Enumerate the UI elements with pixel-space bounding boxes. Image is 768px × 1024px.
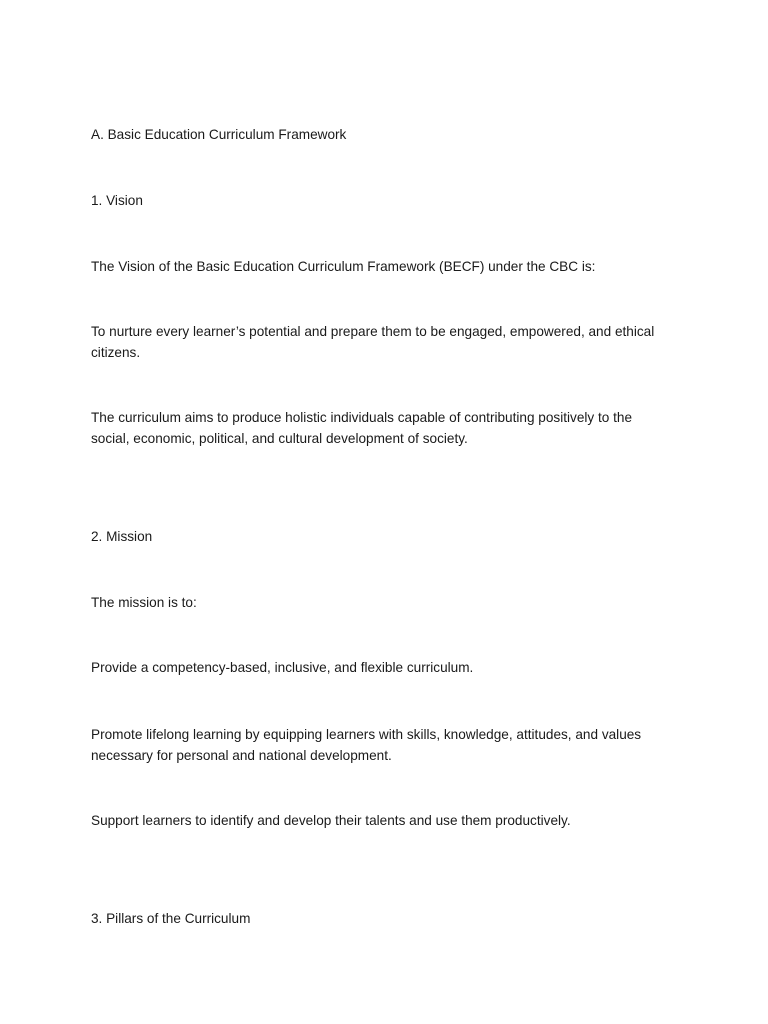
vision-heading: 1. Vision <box>91 193 143 208</box>
section-title: A. Basic Education Curriculum Framework <box>91 127 347 142</box>
mission-item: Support learners to identify and develop their talents and use them productively. <box>91 813 571 828</box>
mission-item: Provide a competency-based, inclusive, and flexible curriculum. <box>91 660 474 675</box>
vision-statement-paragraph: To nurture every learner’s potential and prepare them to be engaged, empowered, and ethical citizens. <box>91 324 655 360</box>
vision-aim-paragraph: The curriculum aims to produce holistic individuals capable of contributing positively to the social, economic, political, and cultural development of society. <box>91 410 633 446</box>
pillars-heading: 3. Pillars of the Curriculum <box>91 911 251 926</box>
vision-intro-paragraph: The Vision of the Basic Education Curriculum Framework (BECF) under the CBC is: <box>91 259 596 274</box>
mission-heading: 2. Mission <box>91 529 153 544</box>
mission-item: Promote lifelong learning by equipping learners with skills, knowledge, attitudes, and values necessary for personal and national development. <box>91 727 642 763</box>
mission-intro-paragraph: The mission is to: <box>91 595 197 610</box>
